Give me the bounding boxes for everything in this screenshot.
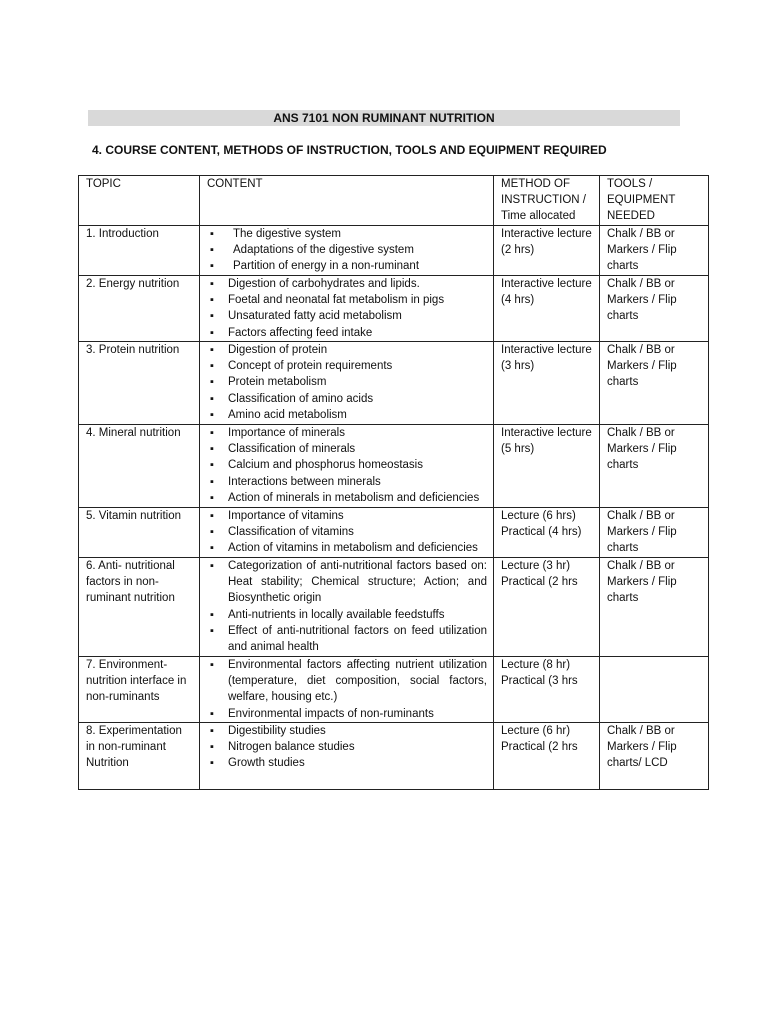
- topic-cell: 1. Introduction: [79, 226, 200, 276]
- topic-cell: 5. Vitamin nutrition: [79, 508, 200, 558]
- list-item: ▪ Calcium and phosphorus homeostasis: [207, 457, 487, 473]
- tools-cell: [600, 657, 709, 723]
- content-list: [207, 342, 487, 423]
- list-item: ▪ Classification of vitamins: [207, 524, 487, 540]
- list-item: ▪ Effect of anti-nutritional factors on feed utilization and animal health: [207, 623, 487, 655]
- header-method: METHOD OF INSTRUCTION / Time allocated: [494, 176, 600, 226]
- content-cell: [200, 226, 494, 276]
- content-cell: [200, 508, 494, 558]
- list-item: ▪ Protein metabolism: [207, 374, 487, 390]
- content-cell: [200, 276, 494, 342]
- method-cell: Interactive lecture (2 hrs): [494, 226, 600, 276]
- content-list: [207, 723, 487, 772]
- content-list: [207, 226, 487, 275]
- list-item: ▪ Interactions between minerals: [207, 474, 487, 490]
- list-item: ▪ Classification of amino acids: [207, 391, 487, 407]
- method-cell: Lecture (3 hr) Practical (2 hrs: [494, 558, 600, 657]
- list-item: ▪ Importance of vitamins: [207, 508, 487, 524]
- content-cell: [200, 723, 494, 790]
- table-header-row: [79, 176, 709, 226]
- content-cell: [200, 342, 494, 425]
- tools-cell: Chalk / BB or Markers / Flip charts/ LCD: [600, 723, 709, 790]
- list-item: ▪ Digestibility studies: [207, 723, 487, 739]
- list-item: ▪ Classification of minerals: [207, 441, 487, 457]
- table-row: [79, 226, 709, 276]
- list-item: ▪ Environmental impacts of non-ruminants: [207, 706, 487, 722]
- list-item: ▪ Nitrogen balance studies: [207, 739, 487, 755]
- list-item: ▪ Digestion of protein: [207, 342, 487, 358]
- table-row: [79, 342, 709, 425]
- tools-cell: Chalk / BB or Markers / Flip charts: [600, 226, 709, 276]
- tools-cell: Chalk / BB or Markers / Flip charts: [600, 276, 709, 342]
- list-item: ▪ Growth studies: [207, 755, 487, 771]
- content-list: [207, 425, 487, 506]
- tools-cell: Chalk / BB or Markers / Flip charts: [600, 425, 709, 508]
- list-item: ▪ Factors affecting feed intake: [207, 325, 487, 341]
- content-cell: [200, 425, 494, 508]
- tools-cell: Chalk / BB or Markers / Flip charts: [600, 508, 709, 558]
- tools-cell: Chalk / BB or Markers / Flip charts: [600, 558, 709, 657]
- header-topic: TOPIC: [79, 176, 200, 226]
- table-row: [79, 425, 709, 508]
- course-content-table: [78, 175, 709, 790]
- topic-cell: 3. Protein nutrition: [79, 342, 200, 425]
- list-item: ▪ Unsaturated fatty acid metabolism: [207, 308, 487, 324]
- content-list: [207, 558, 487, 655]
- content-list: [207, 276, 487, 341]
- table-row: [79, 657, 709, 723]
- header-content: CONTENT: [200, 176, 494, 226]
- topic-cell: 8. Experimentation in non-ruminant Nutrition: [79, 723, 200, 790]
- list-item: ▪ Partition of energy in a non-ruminant: [207, 258, 487, 274]
- topic-cell: 2. Energy nutrition: [79, 276, 200, 342]
- table-row: [79, 508, 709, 558]
- content-list: [207, 508, 487, 557]
- list-item: ▪ Categorization of anti-nutritional factors based on: Heat stability; Chemical structure; Action; and Biosynthetic origin: [207, 558, 487, 607]
- list-item: ▪ Importance of minerals: [207, 425, 487, 441]
- list-item: ▪ The digestive system: [207, 226, 487, 242]
- list-item: ▪ Concept of protein requirements: [207, 358, 487, 374]
- header-tools: TOOLS / EQUIPMENT NEEDED: [600, 176, 709, 226]
- list-item: ▪ Action of vitamins in metabolism and deficiencies: [207, 540, 487, 556]
- topic-cell: 7. Environment-nutrition interface in non-ruminants: [79, 657, 200, 723]
- list-item: ▪ Amino acid metabolism: [207, 407, 487, 423]
- document-title: ANS 7101 NON RUMINANT NUTRITION: [88, 110, 680, 126]
- method-cell: Lecture (8 hr) Practical (3 hrs: [494, 657, 600, 723]
- table-row: [79, 276, 709, 342]
- content-list: [207, 657, 487, 722]
- tools-cell: Chalk / BB or Markers / Flip charts: [600, 342, 709, 425]
- section-heading: 4. COURSE CONTENT, METHODS OF INSTRUCTION, TOOLS AND EQUIPMENT REQUIRED: [92, 143, 607, 157]
- method-cell: Interactive lecture (5 hrs): [494, 425, 600, 508]
- list-item: ▪ Action of minerals in metabolism and deficiencies: [207, 490, 487, 506]
- list-item: ▪ Adaptations of the digestive system: [207, 242, 487, 258]
- content-cell: [200, 558, 494, 657]
- method-cell: Interactive lecture (4 hrs): [494, 276, 600, 342]
- list-item: ▪ Anti-nutrients in locally available feedstuffs: [207, 607, 487, 623]
- list-item: ▪ Foetal and neonatal fat metabolism in pigs: [207, 292, 487, 308]
- table-row: [79, 723, 709, 790]
- topic-cell: 6. Anti- nutritional factors in non-ruminant nutrition: [79, 558, 200, 657]
- method-cell: Interactive lecture (3 hrs): [494, 342, 600, 425]
- method-cell: Lecture (6 hrs) Practical (4 hrs): [494, 508, 600, 558]
- list-item: ▪ Digestion of carbohydrates and lipids.: [207, 276, 487, 292]
- topic-cell: 4. Mineral nutrition: [79, 425, 200, 508]
- list-item: ▪ Environmental factors affecting nutrient utilization (temperature, diet composition, social factors, welfare, housing etc.): [207, 657, 487, 706]
- method-cell: Lecture (6 hr) Practical (2 hrs: [494, 723, 600, 790]
- content-cell: [200, 657, 494, 723]
- table-row: [79, 558, 709, 657]
